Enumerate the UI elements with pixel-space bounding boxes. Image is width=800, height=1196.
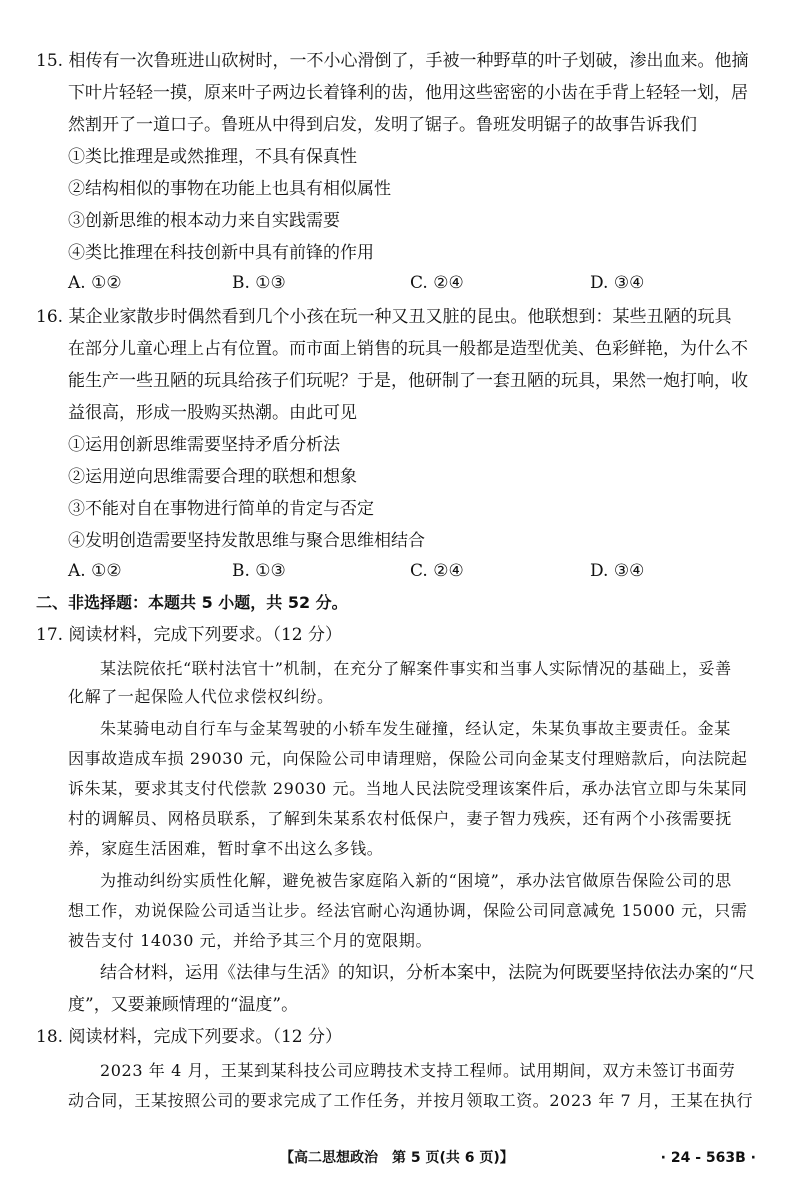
q16-statement-2: ②运用逆向思维需要合理的联想和想象: [68, 467, 357, 487]
q16-stem-line-1: 16. 某企业家散步时偶然看到几个小孩在玩一种又丑又脏的昆虫。他联想到：某些丑陋的玩具: [36, 307, 732, 327]
q18-paragraph-1-line-2: 动合同，王某按照公司的要求完成了工作任务，并按月领取工资。2023 年 7 月，王某在执行: [68, 1091, 754, 1110]
q17-paragraph-2-line-3: 诉朱某，要求其支付代偿款 29030 元。当地人民法院受理该案件后，承办法官立即与朱某同: [68, 779, 748, 798]
q17-paragraph-3-line-1: 为推动纠纷实质性化解，避免被告家庭陷入新的“困境”，承办法官做原告保险公司的思: [100, 871, 732, 890]
q15-options: [0, 272, 800, 294]
q15-stem-line-2: 下叶片轻轻一摸，原来叶子两边长着锋利的齿，他用这些密密的小齿在手背上轻轻一划，居: [68, 83, 748, 103]
q15-option-c: C. ②④: [410, 273, 464, 293]
q16-option-b: B. ①③: [232, 561, 286, 581]
page-footer-code: · 24 - 563B ·: [660, 1150, 756, 1166]
q16-stem-line-2: 在部分儿童心理上占有位置。而市面上销售的玩具一般都是造型优美、色彩鲜艳，为什么不: [68, 339, 748, 359]
q16-stem-line-3: 能生产一些丑陋的玩具给孩子们玩呢？于是，他研制了一套丑陋的玩具，果然一炮打响，收: [68, 371, 748, 391]
q16-option-c: C. ②④: [410, 561, 464, 581]
q17-title: 17. 阅读材料，完成下列要求。（12 分）: [36, 625, 342, 645]
q15-statement-4: ④类比推理在科技创新中具有前锋的作用: [68, 243, 374, 263]
q15-option-a: A. ①②: [68, 273, 122, 293]
q18-paragraph-1-line-1: 2023 年 4 月，王某到某科技公司应聘技术支持工程师。试用期间，双方未签订书面劳: [100, 1061, 736, 1080]
q17-paragraph-1-line-2: 化解了一起保险人代位求偿权纠纷。: [68, 687, 334, 706]
q15-option-b: B. ①③: [232, 273, 286, 293]
q16-stem-line-4: 益很高，形成一股购买热潮。由此可见: [68, 403, 357, 423]
q17-paragraph-3-line-3: 被告支付 14030 元，并给予其三个月的宽限期。: [68, 931, 433, 950]
q17-paragraph-2-line-4: 村的调解员、网格员联系，了解到朱某系农村低保户，妻子智力残疾，还有两个小孩需要抚: [68, 809, 733, 828]
q17-paragraph-1-line-1: 某法院依托“联村法官十”机制，在充分了解案件事实和当事人实际情况的基础上，妥善: [100, 659, 732, 678]
q17-paragraph-2-line-1: 朱某骑电动自行车与金某驾驶的小轿车发生碰撞，经认定，朱某负事故主要责任。金某: [100, 719, 731, 738]
q17-paragraph-2-line-5: 养，家庭生活困难，暂时拿不出这么多钱。: [68, 839, 384, 858]
section-2-heading: 二、非选择题：本题共 5 小题，共 52 分。: [36, 593, 348, 612]
page-footer-label: 【高二思想政治 第 5 页(共 6 页)】: [280, 1150, 514, 1166]
q16-option-a: A. ①②: [68, 561, 122, 581]
q15-statement-2: ②结构相似的事物在功能上也具有相似属性: [68, 179, 391, 199]
q16-option-d: D. ③④: [590, 561, 645, 581]
q18-title: 18. 阅读材料，完成下列要求。（12 分）: [36, 1027, 342, 1047]
q17-paragraph-2-line-2: 因事故造成车损 29030 元，向保险公司申请理赔，保险公司向金某支付理赔款后，向法院起: [68, 749, 748, 768]
q17-question-line-2: 度”，又要兼顾情理的“温度”。: [68, 995, 299, 1015]
q16-options: [0, 560, 800, 582]
q16-statement-4: ④发明创造需要坚持发散思维与聚合思维相结合: [68, 531, 425, 551]
q15-statement-3: ③创新思维的根本动力来自实践需要: [68, 211, 340, 231]
q15-stem-line-1: 15. 相传有一次鲁班进山砍树时，一不小心滑倒了，手被一种野草的叶子划破，渗出血来。他摘: [36, 51, 749, 71]
q16-statement-3: ③不能对自在事物进行简单的肯定与否定: [68, 499, 374, 519]
q15-statement-1: ①类比推理是或然推理，不具有保真性: [68, 147, 357, 167]
q15-stem-line-3: 然割开了一道口子。鲁班从中得到启发，发明了锯子。鲁班发明锯子的故事告诉我们: [68, 115, 697, 135]
q17-paragraph-3-line-2: 想工作，劝说保险公司适当让步。经法官耐心沟通协调，保险公司同意减免 15000 元，只需: [68, 901, 748, 920]
q15-option-d: D. ③④: [590, 273, 645, 293]
q17-question-line-1: 结合材料，运用《法律与生活》的知识，分析本案中，法院为何既要坚持依法办案的“尺: [100, 963, 755, 983]
q16-statement-1: ①运用创新思维需要坚持矛盾分析法: [68, 435, 340, 455]
